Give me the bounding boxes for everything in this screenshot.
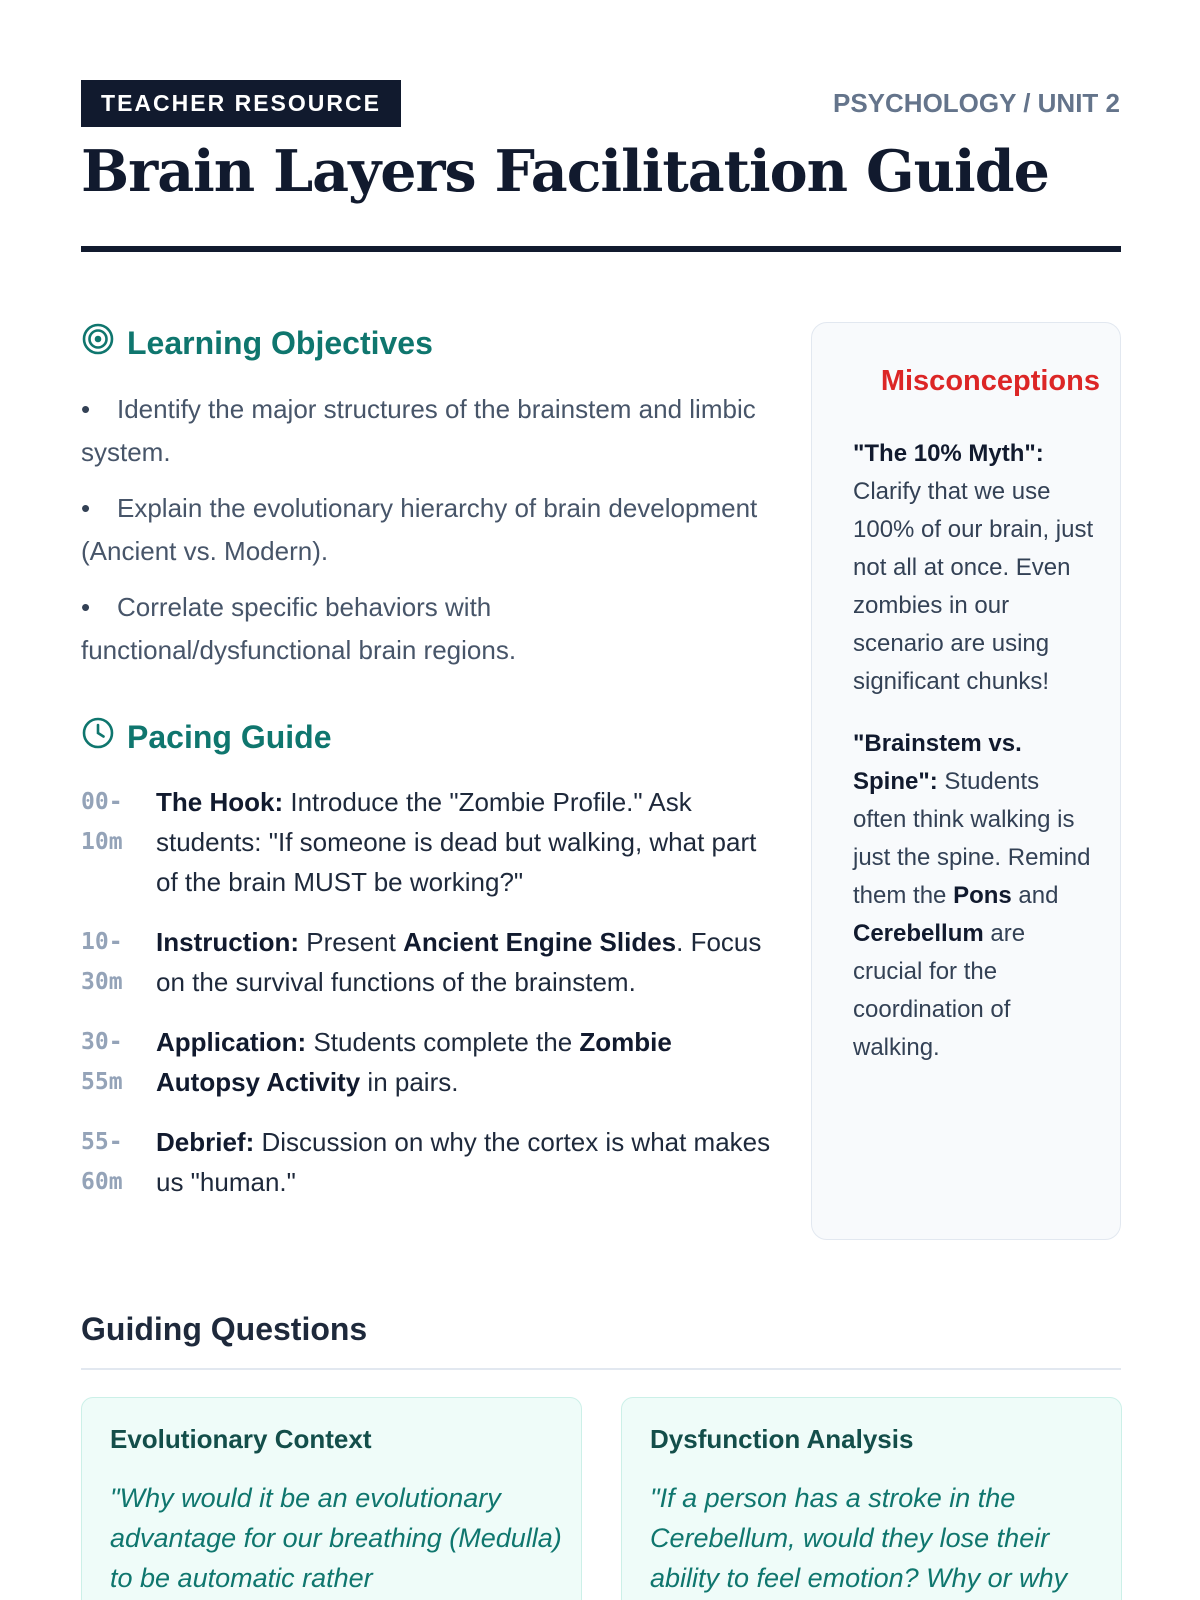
- pacing-time: [81, 1122, 151, 1202]
- clock-icon: [81, 716, 115, 758]
- misconceptions-text: [853, 435, 1098, 1091]
- misconception-item: [853, 725, 1098, 1067]
- guiding-questions-title: Guiding Questions: [81, 1311, 368, 1347]
- list-item: [81, 586, 761, 672]
- unit-label: PSYCHOLOGY / UNIT 2: [832, 88, 1120, 118]
- pacing-row: [81, 782, 771, 902]
- question-card-quote: "If a person has a stroke in the Cerebellum, would they lose their ability to feel emotion? Why or why: [650, 1483, 1068, 1593]
- misconceptions-title: Misconceptions: [880, 365, 1100, 397]
- pacing-description-end: . Focus on the survival functions of the brainstem.: [156, 927, 762, 997]
- time-end: 60m: [81, 1169, 123, 1195]
- pacing-label: The Hook:: [156, 787, 284, 817]
- bullet: •: [81, 592, 91, 622]
- time-start: 30-: [81, 1029, 123, 1055]
- bullet: •: [81, 493, 91, 523]
- misconception-description: Clarify that we use 100% of our brain, just not all at once. Even zombies in our scenario are using significant chunks!: [853, 478, 1094, 695]
- guiding-questions-divider: [81, 1368, 1121, 1370]
- pacing-time: [81, 782, 151, 902]
- pacing-heading-label: Pacing Guide: [127, 718, 332, 755]
- misconception-item: [853, 435, 1098, 701]
- question-card-quote: "Why would it be an evolutionary advantage for our breathing (Medulla) to be automatic rather: [110, 1483, 562, 1593]
- pacing-row: [81, 1122, 771, 1202]
- pacing-row: [81, 1022, 771, 1102]
- resource-badge: TEACHER RESOURCE: [81, 80, 401, 127]
- pacing-text: [156, 782, 771, 902]
- list-item: [81, 487, 761, 573]
- objectives-heading-label: Learning Objectives: [127, 324, 433, 361]
- objective-text: Correlate specific behaviors with functional/dysfunctional brain regions.: [81, 592, 517, 665]
- misconception-emphasis: Cerebellum: [853, 920, 984, 947]
- time-end: 30m: [81, 969, 123, 995]
- pacing-label: Debrief:: [156, 1127, 255, 1157]
- time-end: 10m: [81, 829, 123, 855]
- question-card-title: Evolutionary Context: [110, 1424, 372, 1454]
- time-start: 10-: [81, 929, 123, 955]
- misconception-description: Students often think walking is just the spine. Remind them the: [853, 768, 1091, 909]
- pacing-heading: [81, 716, 331, 758]
- page-title: Brain Layers Facilitation Guide: [81, 138, 1049, 205]
- misconception-emphasis: Pons: [953, 882, 1012, 909]
- objectives-list: [81, 388, 761, 685]
- pacing-list: [81, 782, 771, 1222]
- time-end: 55m: [81, 1069, 123, 1095]
- question-card-title: Dysfunction Analysis: [650, 1424, 914, 1454]
- misconception-label: "The 10% Myth":: [853, 440, 1044, 467]
- misconception-description-end: are crucial for the coordination of walking.: [853, 920, 1026, 1061]
- pacing-text: [156, 1122, 771, 1202]
- objectives-heading: [81, 322, 433, 364]
- target-icon: [81, 322, 115, 364]
- objective-text: Identify the major structures of the brainstem and limbic system.: [81, 394, 756, 467]
- misconception-label: "Brainstem vs. Spine":: [853, 730, 1022, 795]
- pacing-description: Students complete the: [313, 1027, 573, 1057]
- misconceptions-box: [811, 322, 1121, 1240]
- pacing-row: [81, 922, 771, 1002]
- pacing-text: [156, 1022, 771, 1102]
- pacing-label: Application:: [156, 1027, 307, 1057]
- question-card: [621, 1397, 1122, 1600]
- title-divider: [81, 246, 1121, 252]
- misconception-connector: and: [1018, 882, 1059, 909]
- bullet: •: [81, 394, 91, 424]
- objective-text: Explain the evolutionary hierarchy of brain development (Ancient vs. Modern).: [81, 493, 758, 566]
- time-start: 55-: [81, 1129, 123, 1155]
- pacing-description-end: in pairs.: [367, 1067, 459, 1097]
- pacing-emphasis: Zombie Autopsy Activity: [156, 1027, 672, 1097]
- pacing-description: Introduce the "Zombie Profile." Ask students: "If someone is dead but walking, what part of the brain MUST be working?": [156, 787, 757, 897]
- list-item: [81, 388, 761, 474]
- pacing-time: [81, 922, 151, 1002]
- pacing-description: Discussion on why the cortex is what makes us "human.": [156, 1127, 771, 1197]
- time-start: 00-: [81, 789, 123, 815]
- pacing-description: Present: [306, 927, 396, 957]
- pacing-text: [156, 922, 771, 1002]
- pacing-label: Instruction:: [156, 927, 299, 957]
- question-card: [81, 1397, 582, 1600]
- pacing-time: [81, 1022, 151, 1102]
- pacing-emphasis: Ancient Engine Slides: [403, 927, 677, 957]
